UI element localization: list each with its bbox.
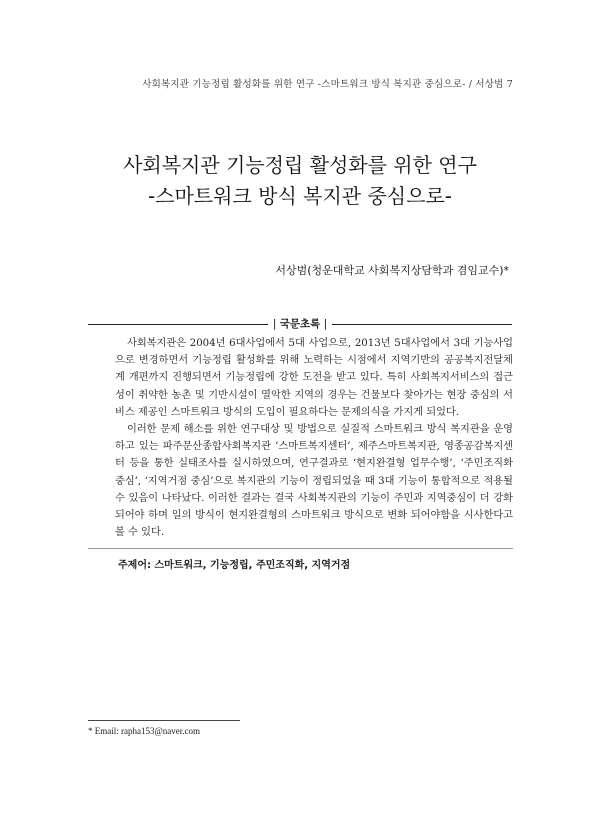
abstract-label-text: 국문초록	[279, 318, 321, 330]
abstract-label: | 국문초록 |	[272, 318, 328, 330]
abstract-paragraph: 이러한 문제 해소를 위한 연구대상 및 방법으로 실질적 스마트워크 방식 복지관을 운영하고 있는 파주문산종합사회복지관 ‘스마트복지센터’, 제주스마트복지관, 영종공감복지센터 등을 통한 실태조사를 실시하였으며, 연구결과로 ‘현지완결형 업무수행’, ‘주민조직화 중심’, ‘지역거점 중심’으로 복지관의 기능이 정립되었을 때 3대 기능이 통합적으로 적용될 수 있음이 나타났다. 이러한 결과는 결국 사회복지관의 기능이 주민과 지역중심이 더 강화되어야 하며 일의 방식이 현지완결형의 스마트워크 방식으로 변화 되어야함을 시사한다고 볼 수 있다.	[115, 424, 513, 539]
abstract-rule-right	[332, 324, 512, 325]
paper-title: 사회복지관 기능정립 활성화를 위한 연구	[123, 153, 477, 177]
abstract-body	[115, 335, 513, 541]
running-header: 사회복지관 기능정립 활성화를 위한 연구 -스마트워크 방식 복지관 중심으로- / 서상범 7	[142, 79, 513, 90]
abstract-rule-left	[88, 324, 268, 325]
footnote-rule	[88, 720, 240, 721]
paper-subtitle: -스마트워크 방식 복지관 중심으로-	[148, 184, 452, 208]
author-affiliation: 서상범(청운대학교 사회복지상담학과 겸임교수)*	[275, 264, 509, 277]
abstract-paragraph: 사회복지관은 2004년 6대사업에서 5대 사업으로, 2013년 5대사업에서 3대 기능사업으로 변경하면서 기능정립 활성화를 위해 노력하는 시점에서 지역기반의 공공복지전달체계 개편까지 진행되면서 기능정립에 강한 도전을 받고 있다. 특히 사회복지서비스의 접근성이 취약한 농촌 및 기반시설이 열악한 지역의 경우는 건물보다 찾아가는 현장 중심의 서비스 제공인 스마트워크 방식의 도입이 필요하다는 문제의식을 가지게 되었다.	[115, 338, 513, 418]
keywords-rule	[88, 548, 513, 549]
title-block	[0, 150, 600, 212]
keywords: 주제어: 스마트워크, 기능정립, 주민조직화, 지역거점	[118, 560, 351, 571]
footnote-email: * Email: rapha153@naver.com	[88, 726, 201, 736]
